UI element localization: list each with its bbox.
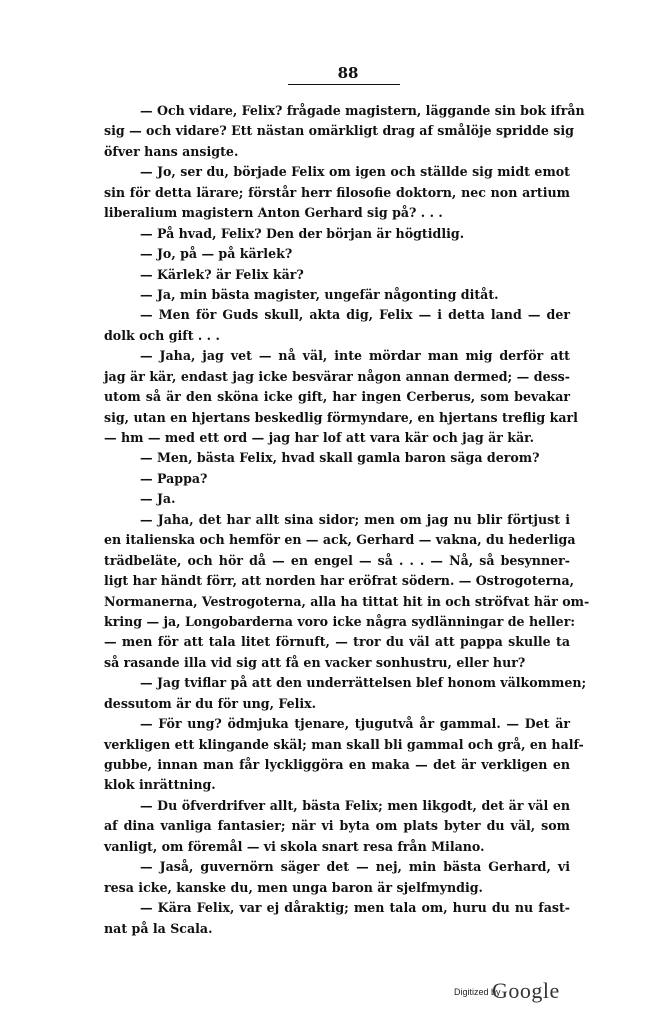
text-line: af dina vanliga fantasier; när vi byta om plats byter du väl, som — [104, 818, 570, 834]
text-line: — Kärlek? är Felix kär? — [140, 266, 304, 282]
text-line: liberalium magistern Anton Gerhard sig på? . . . — [104, 205, 443, 221]
text-line: Normanerna, Vestrogoterna, alla ha tittat hit in och ströfvat här om- — [104, 593, 590, 609]
text-line: sig, utan en hjertans beskedlig förmyndare, en hjertans treflig karl — [104, 409, 578, 425]
page-number: 88 — [337, 64, 359, 82]
text-line: — Kära Felix, var ej dåraktig; men tala om, huru du nu fast- — [140, 900, 570, 916]
text-line: resa icke, kanske du, men unga baron är sjelfmyndig. — [104, 879, 483, 895]
google-logo: Google — [492, 978, 560, 1003]
text-line: — Pappa? — [140, 470, 208, 486]
text-line: — Du öfverdrifver allt, bästa Felix; men likgodt, det är väl en — [140, 797, 570, 813]
text-line: — Jag tviflar på att den underrättelsen blef honom välkommen; — [140, 675, 587, 691]
text-line: dolk och gift . . . — [104, 327, 220, 343]
text-line: — Ja, min bästa magister, ungefär någonting ditåt. — [140, 286, 499, 302]
text-line: — men för att tala litet förnuft, — tror du väl att pappa skulle ta — [104, 634, 570, 650]
text-line: — Men, bästa Felix, hvad skall gamla baron säga derom? — [140, 450, 540, 466]
text-line: trädbeläte, och hör då — en engel — så . . . — Nå, så besynner- — [104, 552, 570, 568]
text-line: kring — ja, Longobarderna voro icke några sydlänningar de heller: — [104, 613, 575, 629]
text-line: — För ung? ödmjuka tjenare, tjugutvå år gammal. — Det är — [140, 716, 570, 732]
body-text — [104, 101, 590, 939]
text-line: — Och vidare, Felix? frågade magistern, läggande sin bok ifrån — [140, 103, 585, 118]
text-line: jag är kär, endast jag icke besvärar någon annan dermed; — dess- — [104, 368, 570, 384]
text-line: en italienska och hemför en — ack, Gerhard — vakna, du hederliga — [104, 532, 576, 548]
text-line: gubbe, innan man får lyckliggöra en maka — det är verkligen en — [104, 757, 570, 772]
text-line: — Jo, ser du, började Felix om igen och ställde sig midt emot — [140, 164, 570, 180]
text-line: — Ja. — [140, 491, 176, 507]
text-line: dessutom är du för ung, Felix. — [104, 695, 317, 711]
text-line: så rasande illa vid sig att få en vacker sonhustru, eller hur? — [104, 654, 526, 670]
text-line: — Jo, på — på kärlek? — [140, 246, 293, 262]
text-line: utom så är den sköna icke gift, har ingen Cerberus, som bevakar — [104, 389, 570, 405]
text-line: nat på la Scala. — [104, 920, 213, 936]
text-line: sig — och vidare? Ett nästan omärkligt drag af smålöje spridde sig — [104, 123, 574, 139]
text-line: klok inrättning. — [104, 777, 216, 793]
text-line: vanligt, om föremål — vi skola snart resa från Milano. — [104, 838, 485, 854]
text-line: — Men för Guds skull, akta dig, Felix — i detta land — der — [140, 307, 570, 323]
text-line: öfver hans ansigte. — [104, 143, 239, 159]
text-line: sin för detta lärare; förstår herr filosofie doktorn, nec non artium — [104, 184, 570, 200]
text-line: — hm — med ett ord — jag har lof att vara kär och jag är kär. — [104, 430, 535, 445]
text-line: — På hvad, Felix? Den der början är högtidlig. — [140, 225, 465, 241]
text-line: — Jaha, det har allt sina sidor; men om jag nu blir förtjust i — [140, 511, 570, 527]
page-number-rule — [288, 84, 400, 85]
text-line: — Jaha, jag vet — nå väl, inte mördar man mig derför att — [140, 348, 570, 364]
text-line: verkligen ett klingande skäl; man skall bli gammal och grå, en half- — [104, 736, 584, 752]
text-line: ligt har händt förr, att norden har eröfrat södern. — Ostrogoterna, — [104, 573, 574, 589]
text-line: — Jaså, guvernörn säger det — nej, min bästa Gerhard, vi — [140, 859, 570, 875]
digitized-by-label: Digitized by — [454, 987, 501, 997]
